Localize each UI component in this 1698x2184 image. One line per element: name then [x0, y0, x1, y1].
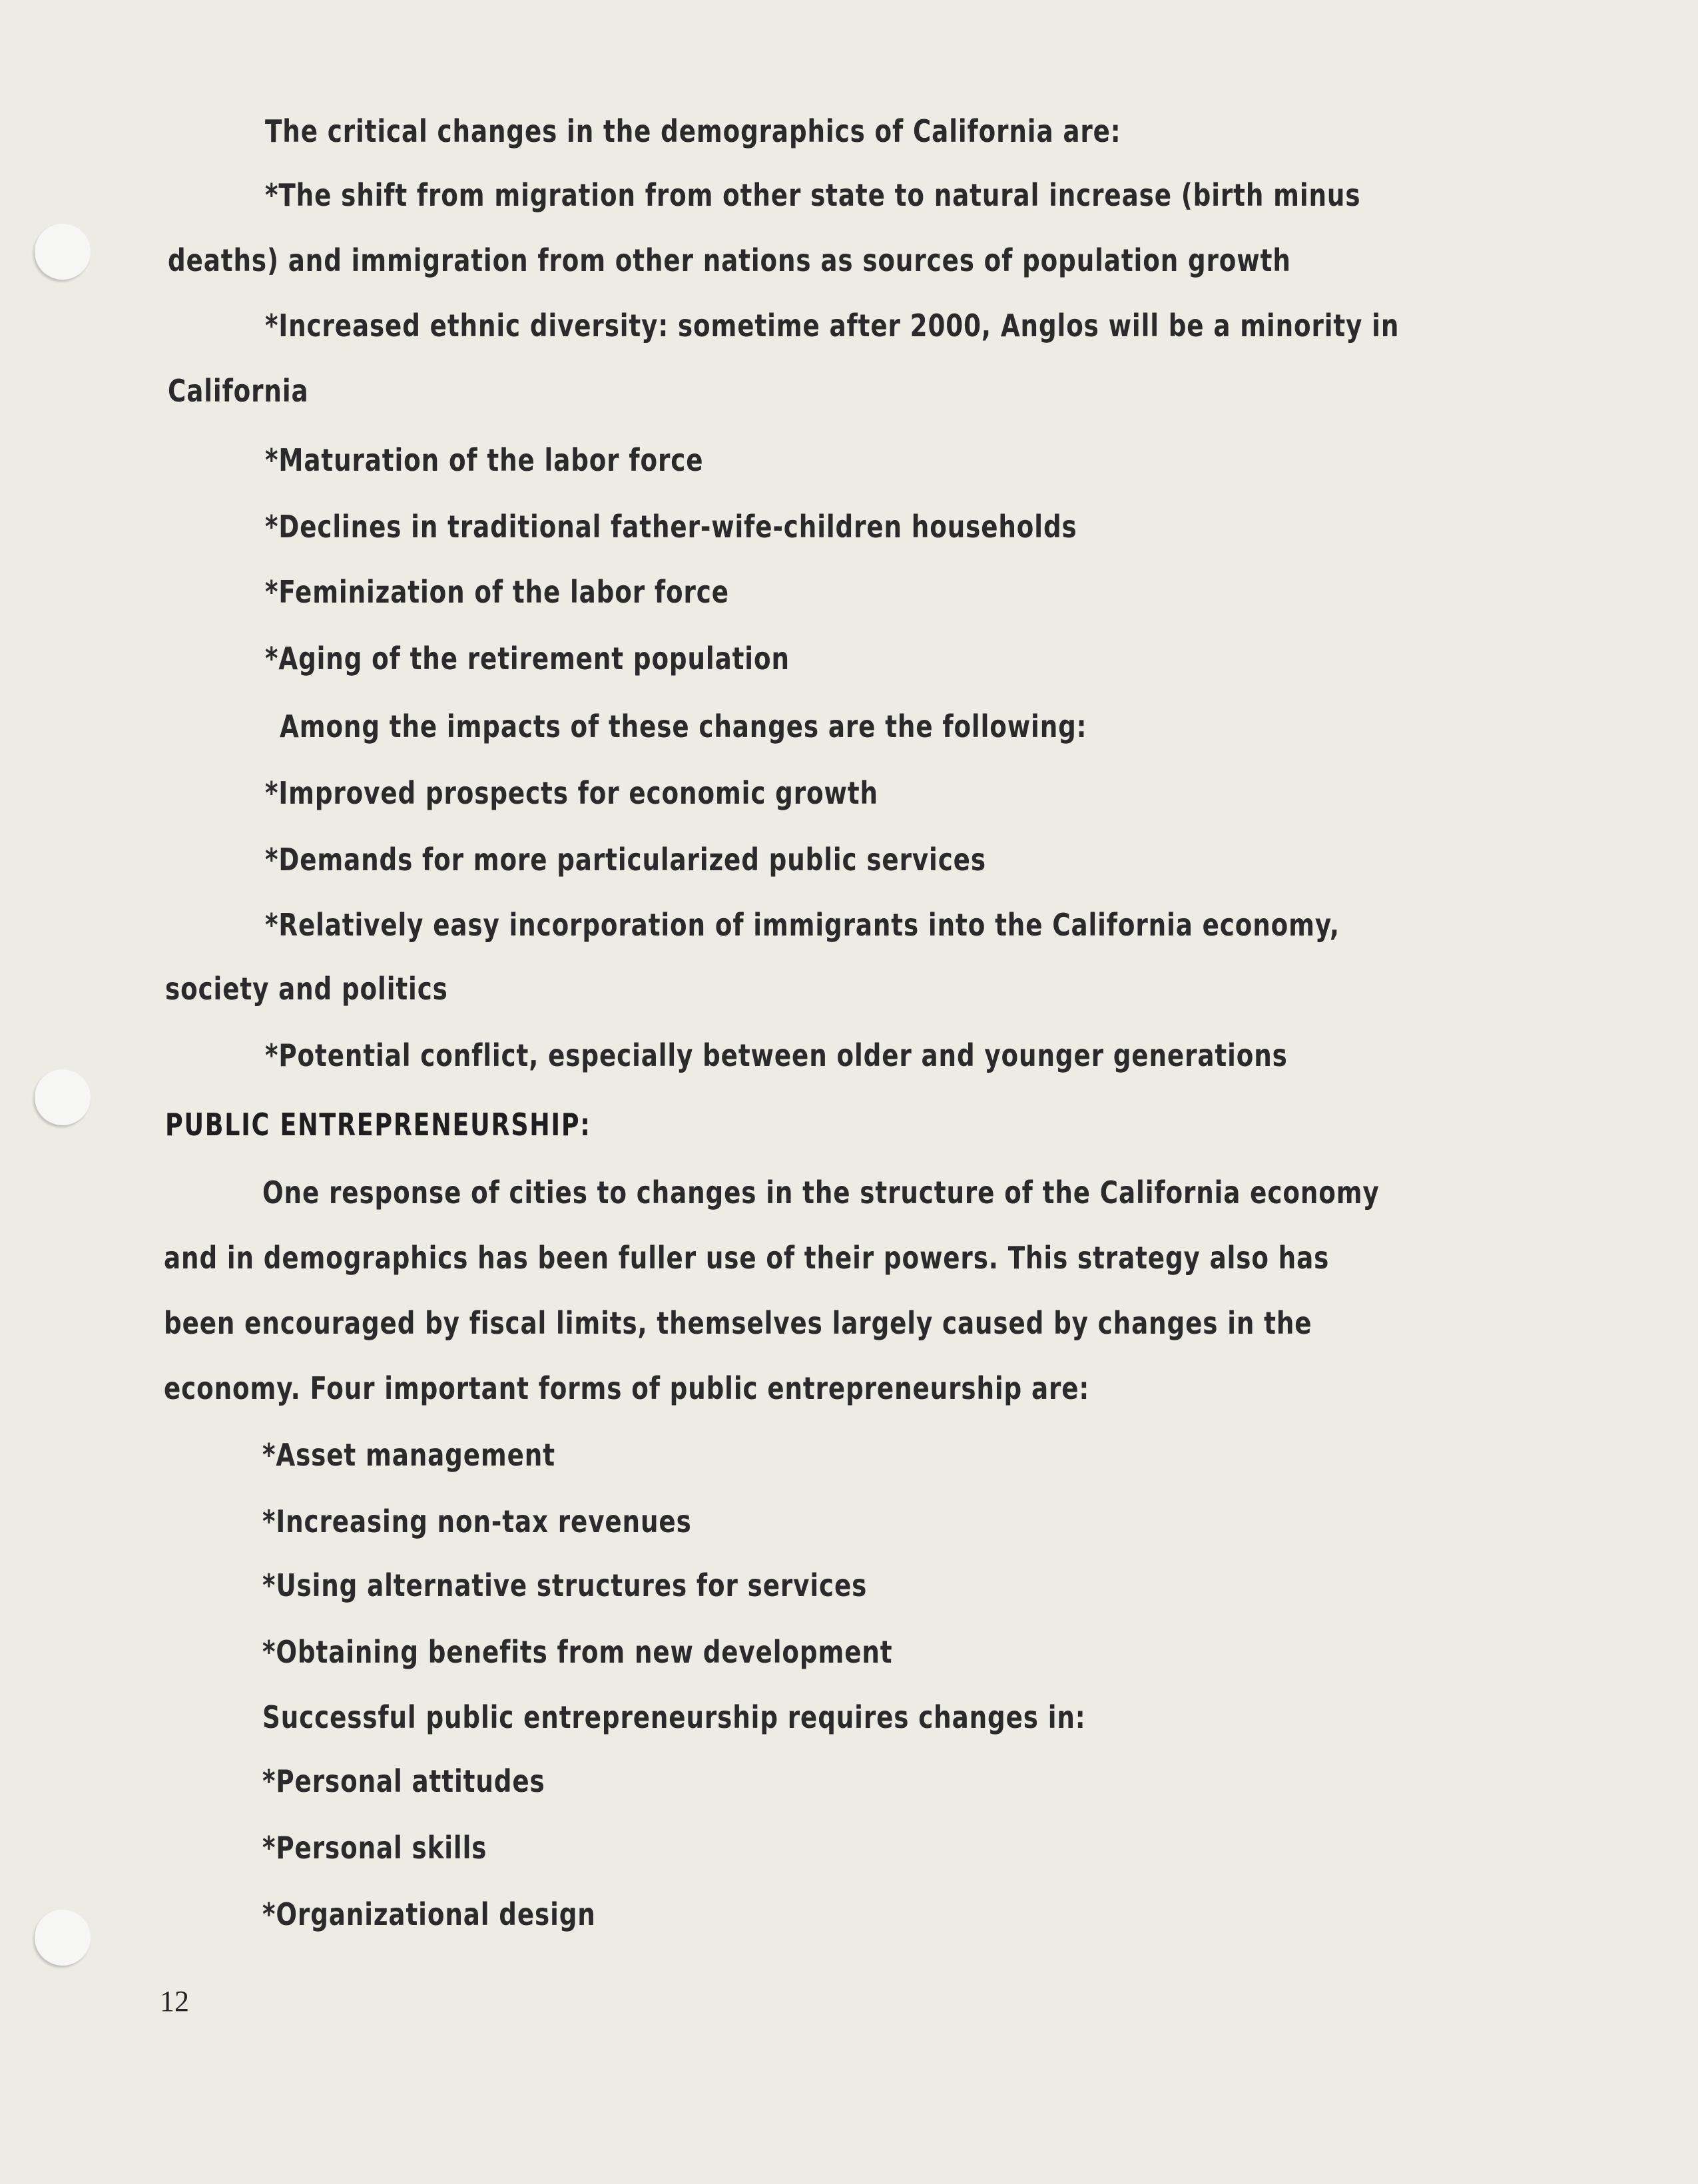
text-line: *Feminization of the labor force — [265, 574, 729, 610]
text-line: been encouraged by fiscal limits, themselves largely caused by changes in the — [164, 1305, 1312, 1341]
section-heading: PUBLIC ENTREPRENEURSHIP: — [165, 1107, 591, 1143]
binder-hole-middle — [35, 1069, 91, 1125]
text-line: Successful public entrepreneurship requires changes in: — [262, 1699, 1086, 1735]
text-line: *Increased ethnic diversity: sometime after 2000, Anglos will be a minority in — [265, 308, 1400, 344]
binder-hole-bottom — [35, 1910, 91, 1966]
text-line: *Relatively easy incorporation of immigrants into the California economy, — [265, 907, 1340, 943]
text-line: *The shift from migration from other state to natural increase (birth minus — [265, 177, 1361, 213]
text-line: *Aging of the retirement population — [265, 641, 790, 677]
text-line: *Improved prospects for economic growth — [265, 775, 878, 811]
text-line: *Obtaining benefits from new development — [262, 1634, 893, 1670]
text-line: society and politics — [165, 971, 448, 1007]
text-line: *Asset management — [262, 1437, 555, 1473]
text-line: deaths) and immigration from other nations as sources of population growth — [168, 242, 1291, 278]
text-line: The critical changes in the demographics of California are: — [265, 113, 1121, 149]
text-line: One response of cities to changes in the structure of the California economy — [262, 1175, 1380, 1211]
text-line: Among the impacts of these changes are the following: — [280, 708, 1087, 744]
text-line: *Personal attitudes — [262, 1763, 545, 1799]
page-number: 12 — [160, 1985, 189, 2018]
text-line: economy. Four important forms of public entrepreneurship are: — [164, 1370, 1090, 1406]
text-line: *Organizational design — [262, 1896, 596, 1932]
text-line: *Personal skills — [262, 1830, 487, 1866]
text-line: *Potential conflict, especially between older and younger generations — [265, 1037, 1288, 1073]
text-line: *Using alternative structures for services — [262, 1567, 868, 1603]
text-line: California — [168, 373, 309, 409]
text-line: *Maturation of the labor force — [265, 442, 704, 478]
text-line: and in demographics has been fuller use of their powers. This strategy also has — [164, 1240, 1330, 1276]
text-line: *Demands for more particularized public services — [265, 842, 986, 878]
binder-hole-top — [35, 224, 91, 280]
text-line: *Declines in traditional father-wife-children households — [265, 509, 1077, 545]
text-line: *Increasing non-tax revenues — [262, 1503, 692, 1539]
